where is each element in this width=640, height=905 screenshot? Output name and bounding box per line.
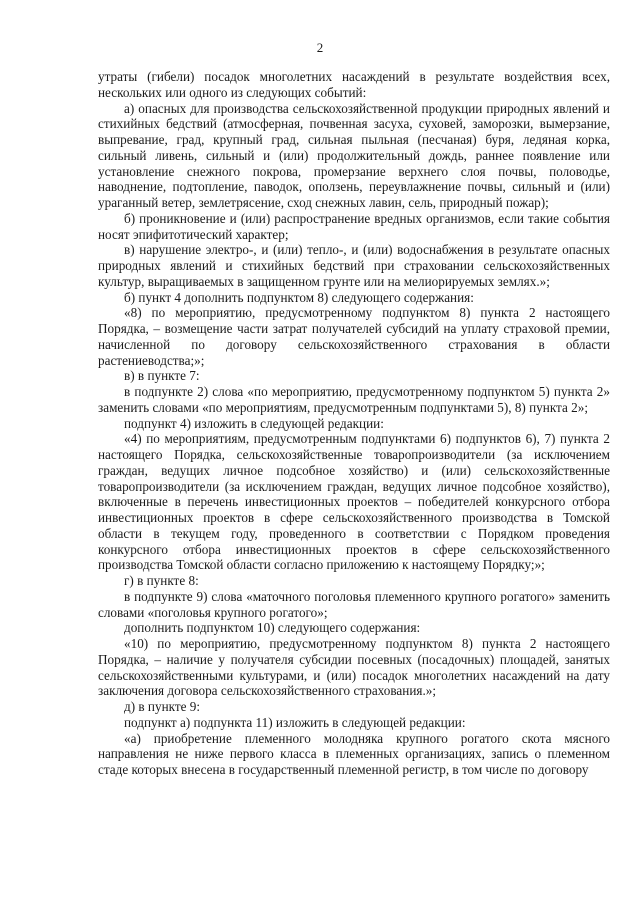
paragraph: подпункт 4) изложить в следующей редакции:	[124, 415, 384, 431]
paragraph: г) в пункте 8:	[124, 573, 199, 588]
paragraph: «4) по мероприятиям, предусмотренным подпунктами 6) подпунктов 6), 7) пункта 2 настоящего Порядка, сельскохозяйственные товаропроизводители (за исключением граждан, ведущих личное подсобное хозяйство) и (или) сельскохозяйственные товаропроизводители (за исключением граждан, ведущих личное подсобное хозяйство), включенные в перечень инвестиционных проектов – победителей конкурсного отбора инвестиционных проектов в сфере сельскохозяйственного производства в Томской области в текущем году, проведенного в соответствии с Порядком проведения конкурсного отбора инвестиционных проектов в сфере сельскохозяйственного производства Томской области согласно приложению к настоящему Порядку;»;	[98, 431, 610, 573]
page-number: 2	[316, 40, 324, 55]
document-body	[98, 69, 610, 778]
paragraph: б) пункт 4 дополнить подпунктом 8) следующего содержания:	[124, 289, 474, 305]
paragraph: дополнить подпунктом 10) следующего содержания:	[124, 620, 421, 636]
paragraph: подпункт а) подпункта 11) изложить в следующей редакции:	[124, 714, 466, 730]
paragraph: «10) по мероприятию, предусмотренному подпунктом 8) пункта 2 настоящего Порядка, – наличие у получателя субсидии посевных (посадочных) площадей, занятых сельскохозяйственными культурами, и (или) посадок многолетних насаждений на дату заключения договора сельскохозяйственного страхования.»;	[98, 636, 610, 699]
paragraph: в) в пункте 7:	[124, 368, 200, 384]
paragraph: а) опасных для производства сельскохозяйственной продукции природных явлений и стихийных бедствий (атмосферная, почвенная засуха, суховей, заморозки, вымерзание, выпревание, град, крупный град, сильная пыльная (песчаная) буря, ледяная корка, сильный ливень, сильный и (или) продолжительный дождь, раннее появление или установление снежного покрова, промерзание верхнего слоя почвы, половодье, наводнение, подтопление, паводок, оползень, переувлажнение почвы, сильный и (или) ураганный ветер, землетрясение, сход снежных лавин, сель, природный пожар);	[98, 100, 610, 210]
paragraph: д) в пункте 9:	[124, 699, 201, 714]
paragraph: б) проникновение и (или) распространение вредных организмов, если такие события носят эпифитотический характер;	[98, 210, 610, 242]
paragraph: в) нарушение электро-, и (или) тепло-, и (или) водоснабжения в результате опасных природных явлений и стихийных бедствий при страховании сельскохозяйственных культур, выращиваемых в защищенном грунте или на мелиорируемых землях.»;	[98, 242, 610, 289]
paragraph: в подпункте 2) слова «по мероприятию, предусмотренному подпунктом 5) пункта 2» заменить словами «по мероприятиям, предусмотренным подпунктами 5), 8) пункта 2»;	[98, 384, 610, 415]
paragraph: «8) по мероприятию, предусмотренному подпунктом 8) пункта 2 настоящего Порядка, – возмещение части затрат получателей субсидий на уплату страховой премии, начисленной по договору сельскохозяйственного страхования в области растениеводства;»;	[98, 305, 610, 368]
paragraph: в подпункте 9) слова «маточного поголовья племенного крупного рогатого» заменить словами «поголовья крупного рогатого»;	[98, 588, 610, 620]
paragraph: утраты (гибели) посадок многолетних насаждений в результате воздействия всех, нескольких или одного из следующих событий:	[98, 69, 610, 100]
paragraph: «а) приобретение племенного молодняка крупного рогатого скота мясного направления не ниже первого класса в племенных организациях, запись о племенном стаде которых внесена в государственный племенной регистр, в том числе по договору	[98, 730, 610, 777]
